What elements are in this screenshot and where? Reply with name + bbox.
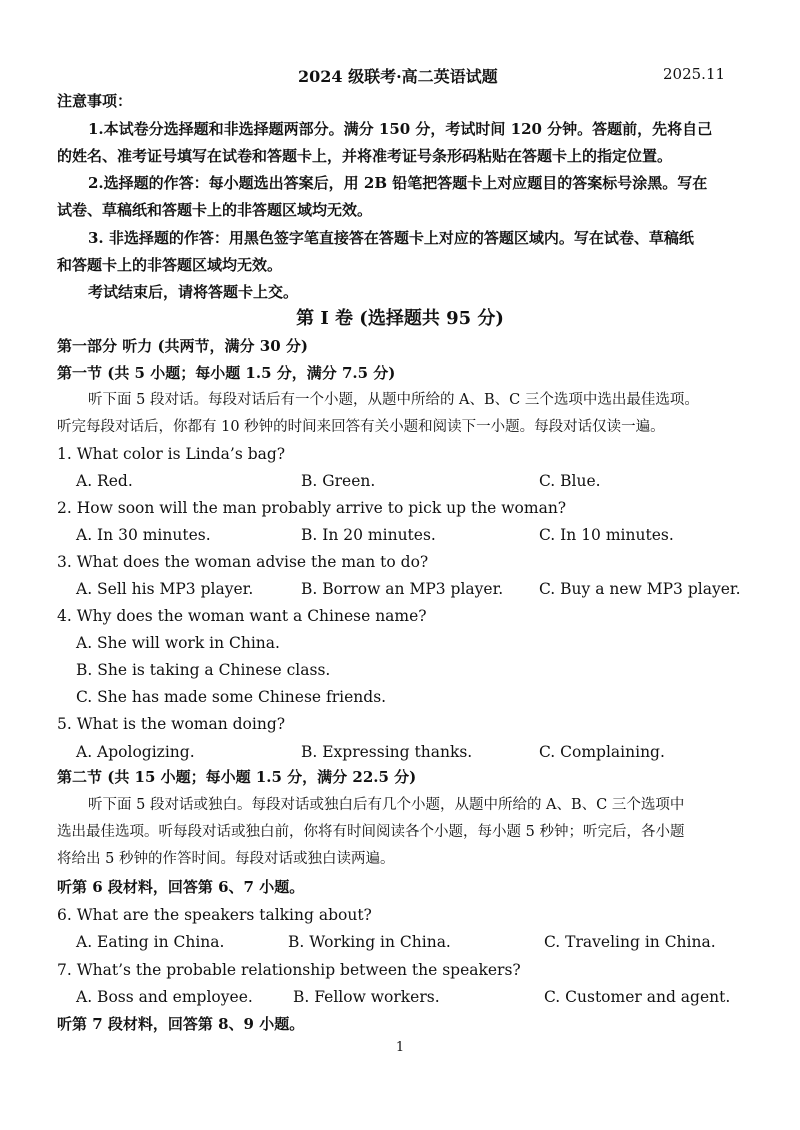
question-6-stem: 6. What are the speakers talking about? <box>57 906 372 924</box>
question-7-option-c: C. Customer and agent. <box>544 988 731 1006</box>
question-7-stem: 7. What’s the probable relationship between the speakers? <box>57 961 521 979</box>
section1-instr-line2: 听完每段对话后，你都有 10 秒钟的时间来回答有关小题和阅读下一小题。每段对话仅读一遍。 <box>57 419 665 435</box>
question-5-option-b: B. Expressing thanks. <box>301 743 473 761</box>
section2-instr-line3: 将给出 5 秒钟的作答时间。每段对话或独白读两遍。 <box>57 851 395 867</box>
notice-item2-line2: 试卷、草稿纸和答题卡上的非答题区域均无效。 <box>57 201 373 219</box>
notice-closing: 考试结束后，请将答题卡上交。 <box>88 283 299 301</box>
part1-title: 第一部分 听力 (共两节，满分 30 分) <box>57 337 308 355</box>
notice-heading: 注意事项： <box>57 92 133 110</box>
question-5-option-c: C. Complaining. <box>539 743 665 761</box>
question-3-option-c: C. Buy a new MP3 player. <box>539 580 741 598</box>
notice-item3-line1: 3. 非选择题的作答：用黑色签字笔直接答在答题卡上对应的答题区域内。写在试卷、草稿纸 <box>88 229 694 247</box>
question-4-option-b: B. She is taking a Chinese class. <box>76 661 331 679</box>
notice-item1-line2: 的姓名、准考证号填写在试卷和答题卡上，并将准考证号条形码粘贴在答题卡上的指定位置。 <box>57 147 673 165</box>
question-6-option-b: B. Working in China. <box>288 933 451 951</box>
volume-title: 第 I 卷 (选择题共 95 分) <box>296 308 504 329</box>
question-1-option-b: B. Green. <box>301 472 376 490</box>
notice-item3-line2: 和答题卡上的非答题区域均无效。 <box>57 256 283 274</box>
question-1-option-c: C. Blue. <box>539 472 601 490</box>
question-6-option-a: A. Eating in China. <box>76 933 225 951</box>
question-4-option-a: A. She will work in China. <box>76 634 280 652</box>
notice-item2-line1: 2.选择题的作答：每小题选出答案后，用 2B 铅笔把答题卡上对应题目的答案标号涂黑。写在 <box>88 174 708 192</box>
question-5-option-a: A. Apologizing. <box>76 743 195 761</box>
question-7-option-a: A. Boss and employee. <box>76 988 253 1006</box>
question-1-option-a: A. Red. <box>76 472 133 490</box>
question-2-stem: 2. How soon will the man probably arrive to pick up the woman? <box>57 499 567 517</box>
question-1-stem: 1. What color is Linda’s bag? <box>57 445 286 463</box>
question-3-option-b: B. Borrow an MP3 player. <box>301 580 504 598</box>
question-6-option-c: C. Traveling in China. <box>544 933 716 951</box>
question-2-option-b: B. In 20 minutes. <box>301 526 436 544</box>
question-4-stem: 4. Why does the woman want a Chinese name? <box>57 607 427 625</box>
material-6-heading: 听第 6 段材料，回答第 6、7 小题。 <box>57 878 305 896</box>
question-7-option-b: B. Fellow workers. <box>293 988 440 1006</box>
header <box>0 64 800 86</box>
question-3-option-a: A. Sell his MP3 player. <box>76 580 254 598</box>
question-3-stem: 3. What does the woman advise the man to do? <box>57 553 429 571</box>
question-2-option-a: A. In 30 minutes. <box>76 526 211 544</box>
section2-title: 第二节 (共 15 小题；每小题 1.5 分，满分 22.5 分) <box>57 768 417 786</box>
page-number: 1 <box>395 1040 405 1055</box>
section2-instr-line1: 听下面 5 段对话或独白。每段对话或独白后有几个小题，从题中所给的 A、B、C 三个选项中 <box>88 797 685 813</box>
question-4-option-c: C. She has made some Chinese friends. <box>76 688 387 706</box>
question-5-stem: 5. What is the woman doing? <box>57 715 286 733</box>
notice-item1-line1: 1.本试卷分选择题和非选择题两部分。满分 150 分，考试时间 120 分钟。答题前，先将自己 <box>88 120 713 138</box>
exam-title: 2024 级联考·高二英语试题 <box>298 67 498 86</box>
question-2-option-c: C. In 10 minutes. <box>539 526 674 544</box>
section2-instr-line2: 选出最佳选项。听每段对话或独白前，你将有时间阅读各个小题，每小题 5 秒钟；听完后，各小题 <box>57 824 685 840</box>
section1-instr-line1: 听下面 5 段对话。每段对话后有一个小题，从题中所给的 A、B、C 三个选项中选出最佳选项。 <box>88 392 699 408</box>
section1-title: 第一节 (共 5 小题；每小题 1.5 分，满分 7.5 分) <box>57 364 396 382</box>
material-7-heading: 听第 7 段材料，回答第 8、9 小题。 <box>57 1015 305 1033</box>
exam-date: 2025.11 <box>663 65 726 83</box>
